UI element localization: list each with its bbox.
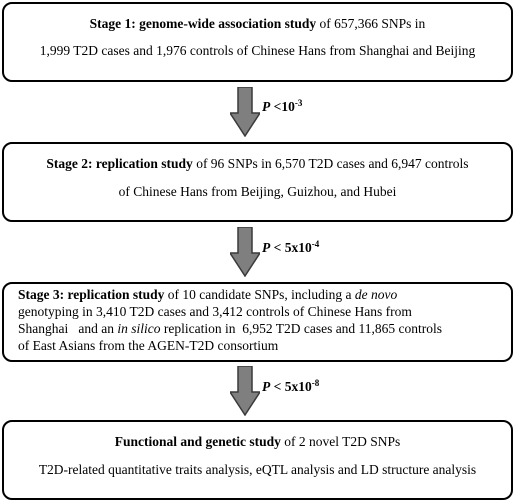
p-exponent-2: -4 bbox=[311, 239, 320, 249]
stage2-line2: of Chinese Hans from Beijing, Guizhou, and Hubei bbox=[118, 184, 397, 199]
p-threshold-2: < 5x10 bbox=[270, 240, 312, 255]
stage3-line4: of East Asians from the AGEN-T2D consortium bbox=[18, 338, 279, 353]
p-symbol-1: P bbox=[262, 99, 271, 114]
p-exponent-1: -3 bbox=[294, 98, 303, 108]
p-symbol-2: P bbox=[262, 240, 271, 255]
stage1-title: Stage 1: genome-wide association study bbox=[89, 16, 317, 31]
stage3-line2: genotyping in 3,410 T2D cases and 3,412 controls of Chinese Hans from bbox=[18, 304, 412, 319]
arrow-down-3 bbox=[230, 366, 260, 416]
stage3-line3 bbox=[18, 320, 511, 337]
stage3-title: Stage 3: replication study bbox=[18, 287, 165, 302]
stage1-text: of 657,366 SNPs in bbox=[316, 16, 426, 31]
p-exponent-3: -8 bbox=[311, 378, 320, 388]
pvalue-label-2 bbox=[262, 240, 319, 256]
stage4-line2: T2D-related quantitative traits analysis, eQTL analysis and LD structure analysis bbox=[38, 462, 477, 477]
stage3-in-silico: in silico bbox=[117, 321, 161, 336]
stage3-text-b: Shanghai and an bbox=[18, 321, 118, 336]
stage1-line1 bbox=[4, 15, 511, 32]
stage3-box bbox=[2, 282, 513, 362]
stage1-box bbox=[2, 2, 513, 82]
arrow-down-3-shape bbox=[230, 366, 260, 415]
stage4-line1 bbox=[4, 433, 511, 450]
p-threshold-1: <10 bbox=[270, 99, 295, 114]
stage2-text: of 96 SNPs in 6,570 T2D cases and 6,947 controls bbox=[192, 156, 469, 171]
stage3-text-c: replication in 6,952 T2D cases and 11,865 controls bbox=[160, 321, 443, 336]
stage3-line1 bbox=[18, 286, 511, 303]
p-symbol-3: P bbox=[262, 379, 271, 394]
arrow-down-1-shape bbox=[230, 87, 260, 136]
stage4-title: Functional and genetic study bbox=[114, 434, 281, 449]
arrow-down-2 bbox=[230, 227, 260, 277]
stage4-text: of 2 novel T2D SNPs bbox=[280, 434, 401, 449]
p-threshold-3: < 5x10 bbox=[270, 379, 312, 394]
stage2-title: Stage 2: replication study bbox=[46, 156, 193, 171]
arrow-down-1 bbox=[230, 87, 260, 137]
pvalue-label-1 bbox=[262, 99, 302, 115]
stage4-box bbox=[2, 420, 513, 500]
stage3-text-a: of 10 candidate SNPs, including a bbox=[164, 287, 355, 302]
arrow-down-2-shape bbox=[230, 227, 260, 276]
stage2-line1 bbox=[4, 155, 511, 172]
stage3-de-novo: de novo bbox=[354, 287, 398, 302]
stage1-line2: 1,999 T2D cases and 1,976 controls of Chinese Hans from Shanghai and Beijing bbox=[39, 43, 476, 58]
stage2-box bbox=[2, 142, 513, 222]
pvalue-label-3 bbox=[262, 379, 319, 395]
